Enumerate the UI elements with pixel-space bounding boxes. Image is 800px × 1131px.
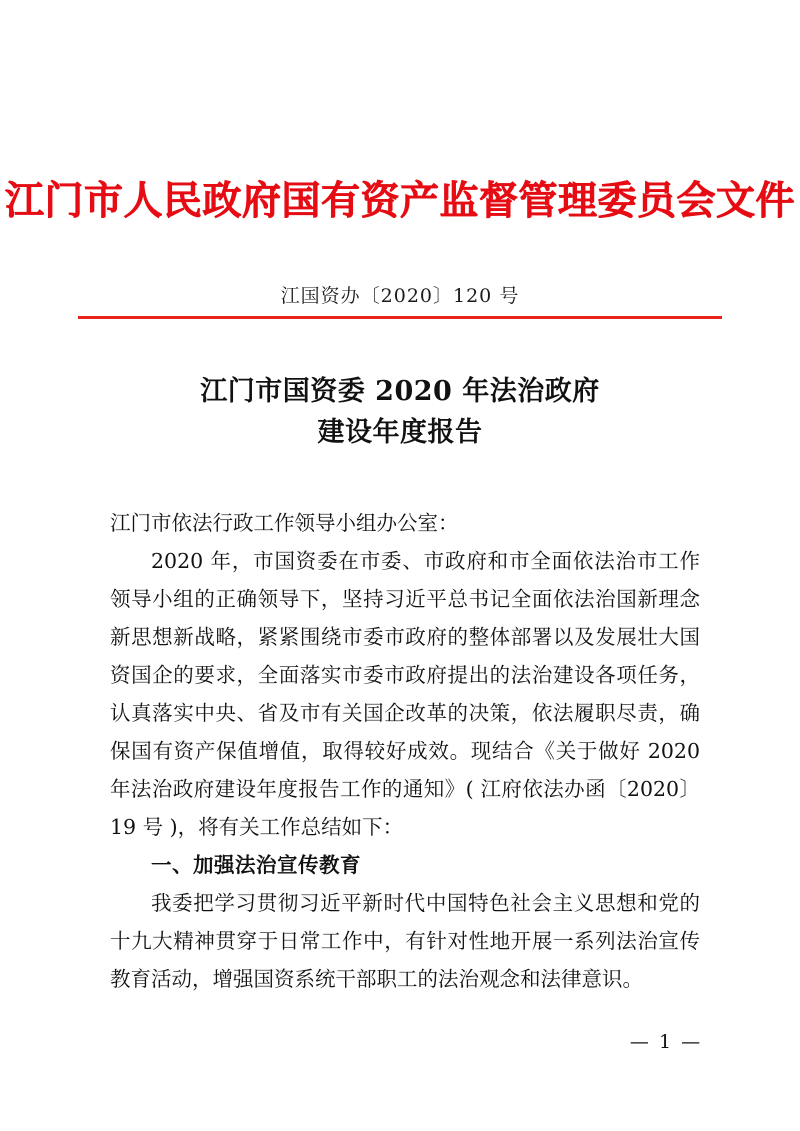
report-title-line-1: 江门市国资委 2020 年法治政府 [200, 376, 600, 407]
document-body [110, 504, 700, 998]
report-title [0, 371, 800, 453]
red-separator-rule [78, 316, 722, 319]
body-paragraph-1: 2020 年，市国资委在市委、市政府和市全面依法治市工作领导小组的正确领导下，坚持习近平总书记全面依法治国新理念新思想新战略，紧紧围绕市委市政府的整体部署以及发展壮大国资国企的要求，全面落实市委市政府提出的法治建设各项任务，认真落实中央、省及市有关国企改革的决策，依法履职尽责，确保国有资产保值增值，取得较好成效。现结合《关于做好 2020 年法治政府建设年度报告工作的通知》( 江府依法办函〔2020〕19 号 )，将有关工作总结如下： [110, 549, 700, 839]
report-title-line-2: 建设年度报告 [317, 417, 483, 448]
document-serial-number: 江国资办〔2020〕120 号 [280, 285, 520, 307]
section-1-paragraph: 我委把学习贯彻习近平新时代中国特色社会主义思想和党的十九大精神贯穿于日常工作中，有针对性地开展一系列法治宣传教育活动，增强国资系统干部职工的法治观念和法律意识。 [110, 891, 700, 991]
page-number-value: — 1 — [629, 1031, 703, 1053]
addressee-line: 江门市依法行政工作领导小组办公室： [110, 511, 459, 535]
section-heading-1: 一、加强法治宣传教育 [151, 853, 361, 877]
page-number-footer [0, 1028, 800, 1056]
masthead-title: 江门市人民政府国有资产监督管理委员会文件 [4, 178, 795, 224]
